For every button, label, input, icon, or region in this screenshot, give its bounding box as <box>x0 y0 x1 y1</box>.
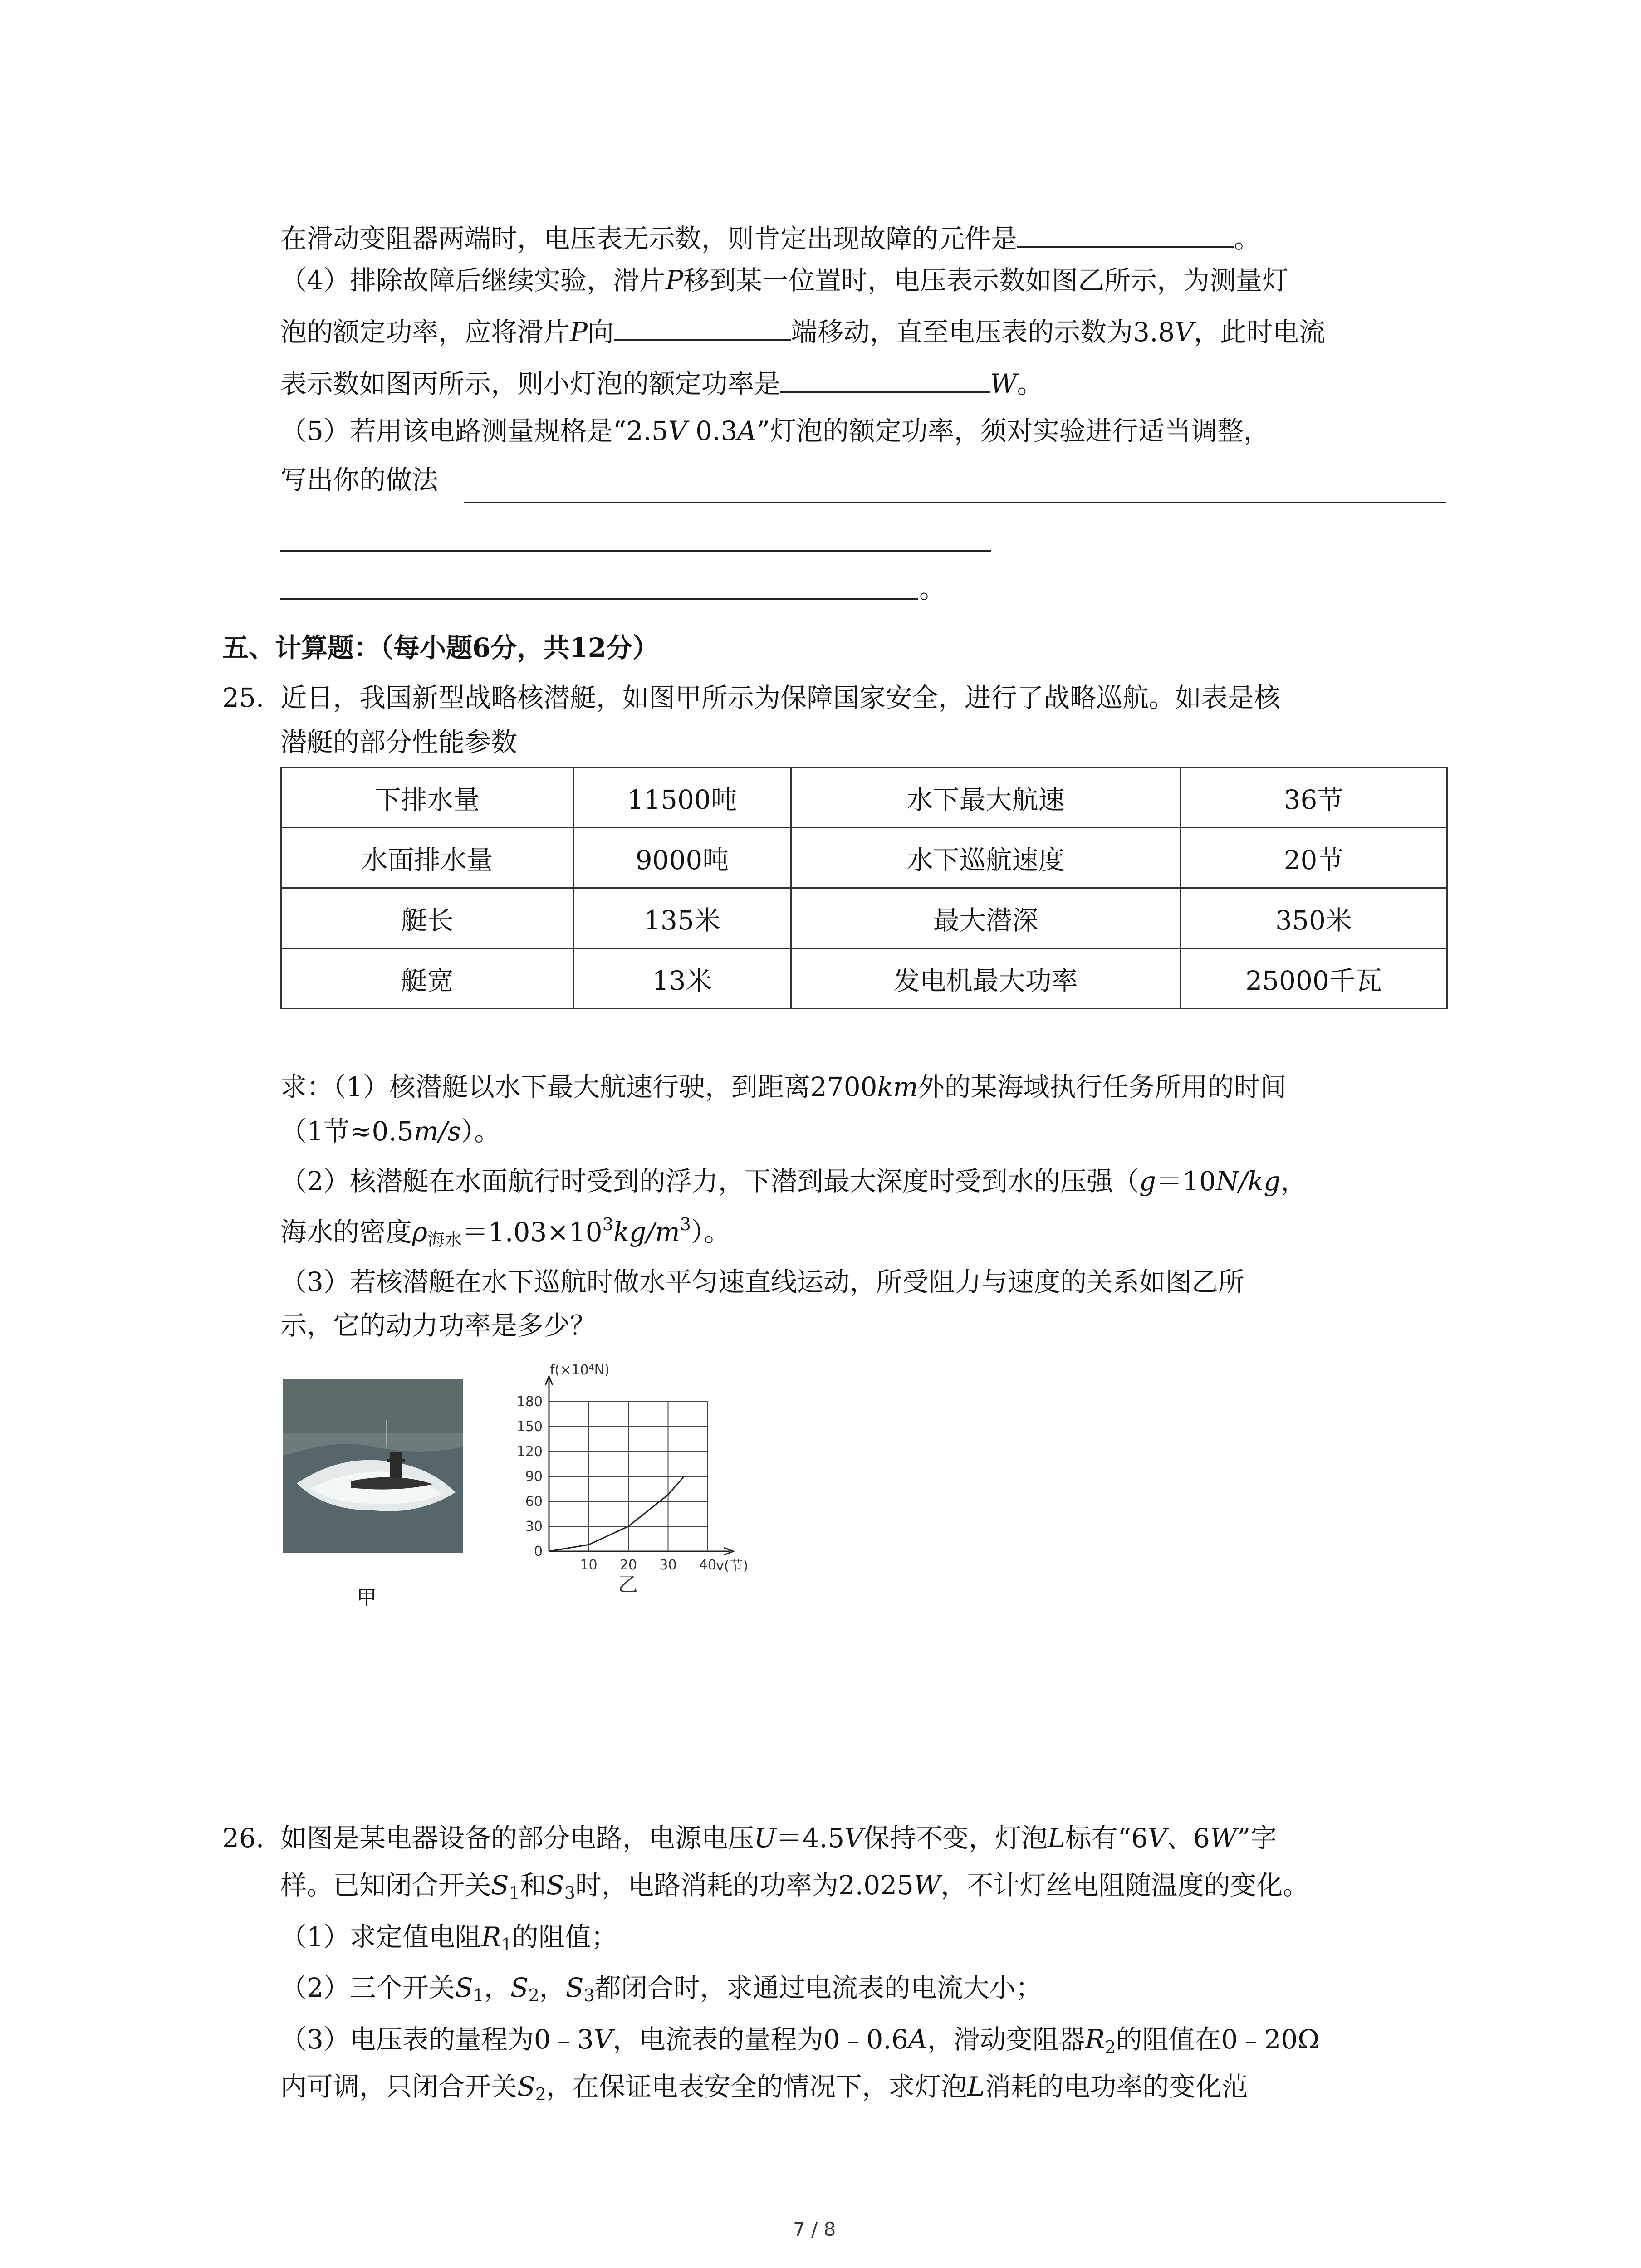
q26-sub3-text-a: （3）电压表的量程为0﹣3 <box>280 2024 594 2055</box>
q25-ask1-text-d: ）。 <box>461 1116 501 1147</box>
table-cell: 下排水量 <box>281 767 573 828</box>
subscript: 1 <box>473 1985 484 2005</box>
comma: ， <box>1280 1166 1307 1197</box>
chart-ticks <box>517 1394 716 1573</box>
var-L: L <box>967 2071 985 2102</box>
q26-text-a: 如图是某电器设备的部分电路，电源电压 <box>280 1823 754 1853</box>
q24-part4-text-a: （4）排除故障后继续实验，滑片 <box>280 265 666 296</box>
table-cell: 水面排水量 <box>281 828 573 888</box>
table-cell: 36节 <box>1181 767 1447 828</box>
table-cell: 水下最大航速 <box>791 767 1181 828</box>
q24-part4-line3 <box>280 367 1043 400</box>
subscript: 2 <box>535 2084 546 2104</box>
q24-part4-line2 <box>280 316 1325 348</box>
answer-line-method-3[interactable] <box>280 598 918 600</box>
table-row <box>281 828 1447 888</box>
q25-ask2-text-e: ）。 <box>691 1217 730 1247</box>
y-tick-label: 90 <box>525 1469 543 1485</box>
q26-text-b: ＝4.5 <box>776 1823 845 1853</box>
q24-part5-text-b: ”灯泡的额定功率，须对实验进行适当调整， <box>756 415 1270 446</box>
table-cell: 水下巡航速度 <box>791 828 1181 888</box>
y-tick-label: 30 <box>525 1519 543 1535</box>
table-cell: 25000千瓦 <box>1181 948 1447 1009</box>
q26-sub3-text-g: 消耗的电功率的变化范 <box>985 2071 1248 2102</box>
submarine-photo <box>283 1379 463 1553</box>
q26-sub2-text-a: （2）三个开关 <box>280 1972 455 2003</box>
q25-stem-line2: 潜艇的部分性能参数 <box>280 727 518 758</box>
unit-V: V <box>844 1823 864 1853</box>
q24-part5-text-c: 写出你的做法 <box>280 464 439 495</box>
q25-ask3-line2 <box>280 1309 596 1342</box>
var-g: g <box>1139 1166 1156 1197</box>
q24-part4-text-d: 向 <box>588 317 614 347</box>
unit-A: A <box>737 415 757 446</box>
question-number: 25. <box>222 682 265 713</box>
q26-sub1-text-b: 的阻值； <box>512 1921 617 1952</box>
var-S: S <box>491 1870 509 1901</box>
q25-ask2-text-c: 海水的密度 <box>280 1217 412 1247</box>
q25-ask1-text-c: （1节≈0.5 <box>280 1116 414 1147</box>
table-cell: 发电机最大功率 <box>791 948 1181 1009</box>
q24-part5-line1 <box>280 415 1270 447</box>
period: 。 <box>1234 223 1261 254</box>
q26-text-i: ，不计灯丝电阻随温度的变化。 <box>941 1870 1309 1901</box>
table-cell: 350米 <box>1181 888 1447 948</box>
unit-V: V <box>1148 1823 1167 1853</box>
unit-V: V <box>1175 317 1194 347</box>
subscript: 1 <box>501 1935 512 1955</box>
subscript: 2 <box>1105 2037 1116 2057</box>
q25-ask3-text-a: （3）若核潜艇在水下巡航时做水平匀速直线运动，所受阻力与速度的关系如图乙所 <box>280 1266 1244 1297</box>
answer-blank-rated-power[interactable] <box>780 367 990 393</box>
q25-stem-line1: 近日，我国新型战略核潜艇，如图甲所示为保障国家安全，进行了战略巡航。如表是核 <box>280 682 1281 713</box>
q24-part4-text-g: 表示数如图丙所示，则小灯泡的额定功率是 <box>280 368 781 399</box>
q24-fault-text: 在滑动变阻器两端时，电压表无示数，则肯定出现故障的元件是 <box>280 223 1018 254</box>
x-tick-label: 40 <box>699 1557 717 1573</box>
answer-line-method-1[interactable] <box>464 502 1446 503</box>
var-S: S <box>510 1972 529 2003</box>
unit-km: km <box>877 1071 918 1102</box>
table-cell: 9000吨 <box>573 828 791 888</box>
unit-W: W <box>1210 1823 1237 1853</box>
table-cell: 11500吨 <box>573 767 791 828</box>
q26-line2 <box>280 1869 1309 1901</box>
q24-part5-text-mid: 0.3 <box>687 415 738 446</box>
var-rho: ρ <box>412 1217 428 1247</box>
y-tick-label: 120 <box>516 1444 543 1460</box>
figure-label-jia <box>357 1581 377 1610</box>
q24-part5-text-a: （5）若用该电路测量规格是“2.5 <box>280 415 668 446</box>
figure-label-jia-text: 甲 <box>357 1586 377 1609</box>
table-row <box>281 948 1447 1009</box>
q24-part4-text-e: 端移动，直至电压表的示数为3.8 <box>791 317 1175 347</box>
chart-axes <box>545 1376 733 1555</box>
q25-line1 <box>280 681 1280 714</box>
q26-text-f: ”字 <box>1237 1823 1277 1853</box>
subscript: 2 <box>528 1985 539 2005</box>
unit-mps: m/s <box>413 1116 461 1147</box>
rho-subscript: 海水 <box>427 1230 462 1250</box>
q26-text-c: 保持不变，灯泡 <box>863 1823 1048 1853</box>
q26-line1 <box>280 1822 1277 1854</box>
figure-label-yi: 乙 <box>618 1573 638 1596</box>
series-line <box>549 1476 684 1551</box>
q24-part4-text-b: 移到某一位置时，电压表示数如图乙所示，为测量灯 <box>683 265 1288 296</box>
q26-sub2-text-b: 都闭合时，求通过电流表的电流大小； <box>594 1972 1042 2003</box>
q26-sub1-text-a: （1）求定值电阻 <box>280 1921 481 1952</box>
table-cell: 艇长 <box>281 888 573 948</box>
q25-ask1-text-b: 外的某海域执行任务所用的时间 <box>918 1071 1287 1102</box>
var-S: S <box>565 1972 584 2003</box>
exponent: 3 <box>602 1214 613 1234</box>
q25-ask2-text-b: ＝10 <box>1156 1166 1216 1197</box>
q24-fault-line <box>280 222 1260 255</box>
var-S: S <box>517 2071 535 2102</box>
q25-ask2-text-a: （2）核潜艇在水面航行时受到的浮力，下潜到最大深度时受到水的压强（ <box>280 1166 1139 1197</box>
var-L: L <box>1048 1823 1065 1853</box>
answer-blank-fault-element[interactable] <box>1017 222 1234 248</box>
page-number-text: 7 / 8 <box>793 2218 836 2240</box>
unit-N-per-kg: N/kg <box>1215 1166 1281 1197</box>
unit-W: W <box>913 1870 941 1901</box>
question-number: 26. <box>222 1823 265 1853</box>
q25-ask2-line2 <box>280 1216 730 1248</box>
q25-ask1-line1 <box>280 1070 1287 1103</box>
var-P: P <box>570 317 588 347</box>
subscript: 3 <box>583 1985 595 2005</box>
y-tick-label: 60 <box>525 1494 543 1510</box>
q25-ask1-text-a: 求：（1）核潜艇以水下最大航速行驶，到距离2700 <box>280 1071 877 1102</box>
q26-text-d: 标有“6 <box>1065 1823 1148 1853</box>
comma: ， <box>539 1972 566 2003</box>
subscript: 3 <box>564 1883 575 1903</box>
x-tick-label: 30 <box>659 1557 677 1573</box>
x-tick-label: 10 <box>580 1557 598 1573</box>
table-cell: 13米 <box>573 948 791 1009</box>
var-R: R <box>481 1921 501 1952</box>
q25-ask3-text-b: 示，它的动力功率是多少？ <box>280 1310 597 1341</box>
table-cell: 20节 <box>1181 828 1447 888</box>
q25-ask1-line2 <box>280 1115 500 1148</box>
unit-kg-per-m3: kg/m <box>613 1217 680 1247</box>
table-cell: 135米 <box>573 888 791 948</box>
q26-sub3-text-d: 的阻值在0﹣20Ω <box>1116 2024 1320 2055</box>
q26-sub3-text-b: ，电流表的量程为0﹣0.6 <box>612 2024 908 2055</box>
q26-sub3-text-f: ，在保证电表安全的情况下，求灯泡 <box>546 2071 967 2102</box>
q26-number <box>222 1822 264 1854</box>
q26-sub2 <box>280 1971 1042 2004</box>
unit-A: A <box>908 2024 927 2055</box>
table-row <box>281 888 1447 948</box>
unit-V: V <box>593 2024 613 2055</box>
y-tick-label: 150 <box>516 1419 543 1435</box>
unit-W: W <box>990 368 1017 399</box>
q24-part5-line2 <box>280 464 438 496</box>
table-cell: 艇宽 <box>281 948 573 1009</box>
force-speed-chart <box>499 1356 780 1601</box>
chart-y-axis-label: f(×10⁴N) <box>550 1362 610 1378</box>
answer-line-method-2[interactable] <box>280 550 991 552</box>
subscript: 1 <box>509 1883 520 1903</box>
q24-part4-text-f: ，此时电流 <box>1194 317 1326 347</box>
page-number <box>793 2218 836 2240</box>
var-S: S <box>546 1870 564 1901</box>
table-cell: 最大潜深 <box>791 888 1181 948</box>
answer-blank-slide-direction[interactable] <box>614 316 791 341</box>
q26-sub1 <box>280 1921 617 1953</box>
q25-ask2-text-d: ＝1.03×10 <box>462 1217 603 1247</box>
q26-text-g: 样。已知闭合开关 <box>280 1870 491 1901</box>
y-tick-label: 180 <box>516 1394 543 1410</box>
var-S: S <box>455 1972 473 2003</box>
var-R: R <box>1085 2024 1105 2055</box>
q24-part4-line1 <box>280 264 1288 297</box>
q26-text-and: 和 <box>519 1870 546 1901</box>
chart-x-axis-label: v(节) <box>716 1558 749 1574</box>
q26-text-h: 时，电路消耗的功率为2.025 <box>575 1870 914 1901</box>
q26-sub3-line2 <box>280 2070 1248 2103</box>
period: 。 <box>919 573 946 604</box>
submarine-spec-table <box>280 767 1448 1009</box>
comma: ， <box>484 1972 510 2003</box>
chart-series <box>549 1476 684 1551</box>
q25-number <box>222 681 264 714</box>
exponent: 3 <box>680 1214 691 1234</box>
table-row <box>281 767 1447 828</box>
period: 。 <box>1017 368 1043 399</box>
q26-sub3-line1 <box>280 2023 1319 2056</box>
y-tick-label: 0 <box>534 1544 543 1559</box>
q24-part5-end <box>919 572 945 605</box>
q25-line2 <box>280 726 517 758</box>
q25-ask2-line1 <box>280 1165 1307 1198</box>
var-U: U <box>754 1823 776 1853</box>
submarine-image <box>283 1379 463 1553</box>
var-P: P <box>665 265 683 296</box>
unit-V: V <box>668 415 687 446</box>
section-heading <box>222 631 659 664</box>
section-heading-text: 五、计算题：（每小题6分，共12分） <box>222 632 659 663</box>
q26-sub3-text-c: ，滑动变阻器 <box>927 2024 1085 2055</box>
q26-text-e: 、6 <box>1167 1823 1210 1853</box>
q26-sub3-text-e: 内可调，只闭合开关 <box>280 2071 518 2102</box>
q24-part4-text-c: 泡的额定功率，应将滑片 <box>280 317 570 347</box>
q25-ask3-line1 <box>280 1266 1244 1298</box>
x-tick-label: 20 <box>619 1557 637 1573</box>
